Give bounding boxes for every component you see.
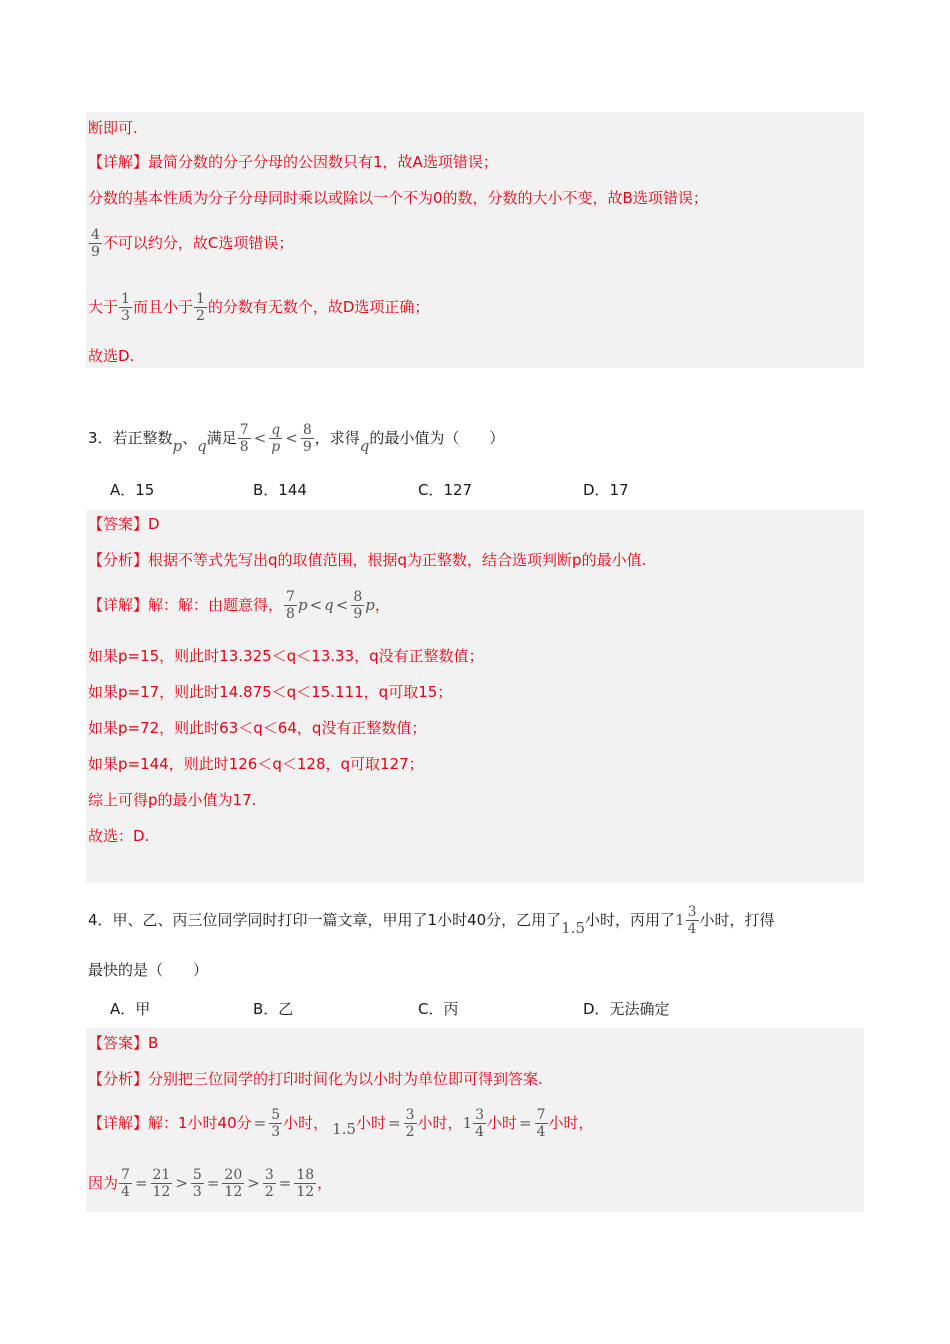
q4-option-a[interactable]: A．甲 bbox=[110, 1000, 151, 1018]
q3-conclusion: 故选：D. bbox=[88, 827, 150, 845]
detail-line-4: 大于 $\frac{1}{3}$ 而且小于 $\frac{1}{2}$ 的分数有无数个，故D选项正确； bbox=[88, 291, 430, 324]
detail-text: 最简分数的分子分母的公因数只有1，故A选项错误； bbox=[148, 153, 498, 171]
detail-conclusion: 故选D. bbox=[88, 347, 135, 365]
q3-case-1: 如果p=15，则此时13.325＜q＜13.33，q没有正整数值； bbox=[88, 647, 484, 665]
fraction-18-12: $\frac{18}{12}$ bbox=[296, 1167, 315, 1200]
q4-option-b[interactable]: B．乙 bbox=[253, 1000, 294, 1018]
fraction-3-4: $\frac{3}{4}$ bbox=[687, 904, 697, 937]
q4-answer: 【答案】B bbox=[88, 1034, 159, 1052]
fraction-8-9: $\frac{8}{9}$ bbox=[302, 422, 312, 455]
fraction-8-9: $\frac{8}{9}$ bbox=[353, 589, 363, 622]
fraction-3-2: $\frac{3}{2}$ bbox=[405, 1107, 415, 1140]
fraction-1-2: $\frac{1}{2}$ bbox=[195, 291, 205, 324]
q4-analysis: 【分析】分别把三位同学的打印时间化为以小时为单位即可得到答案. bbox=[88, 1070, 543, 1088]
question-4-stem: 4．甲、乙、丙三位同学同时打印一篇文章，甲用了1小时40分，乙用了1.5小时，丙用了1 $\frac{3}{4}$ 小时，打得 bbox=[88, 904, 775, 937]
continuation-text: 断即可. bbox=[88, 119, 138, 137]
fraction-7-8: $\frac{7}{8}$ bbox=[239, 422, 249, 455]
q4-option-c[interactable]: C．丙 bbox=[418, 1000, 459, 1018]
detail-line-1 bbox=[88, 152, 498, 172]
fraction-4-9: $\frac{4}{9}$ bbox=[91, 227, 100, 260]
q3-option-b[interactable]: B．144 bbox=[253, 481, 307, 499]
q3-case-2: 如果p=17，则此时14.875＜q＜15.111，q可取15； bbox=[88, 683, 453, 701]
fraction-21-12: $\frac{21}{12}$ bbox=[152, 1167, 171, 1200]
question-3-stem: 3．若正整数p、q满足 $\frac{7}{8}$ < $\frac{q}{p}$ < $\frac{8}{9}$ ，求得q的最小值为（ ） bbox=[88, 422, 505, 455]
q4-comparison: 因为 $\frac{7}{4}$ = $\frac{21}{12}$ > $\frac{5}{3}$ = $\frac{20}{12}$ > $\frac{3}{2}$ = $\frac{18}{12}$ ， bbox=[88, 1167, 333, 1200]
fraction-q-p: $\frac{q}{p}$ bbox=[271, 422, 281, 455]
q3-analysis: 【分析】根据不等式先写出q的取值范围，根据q为正整数，结合选项判断p的最小值. bbox=[88, 551, 647, 569]
q4-detail: 【详解】解：1小时40分 = $\frac{5}{3}$ 小时， 1.5小时 = $\frac{3}{2}$ 小时，1 $\frac{3}{4}$ 小时 = $\frac{7}{4}$ 小时， bbox=[88, 1107, 594, 1140]
fraction-1-3: $\frac{1}{3}$ bbox=[121, 291, 130, 324]
fraction-5-3: $\frac{5}{3}$ bbox=[192, 1167, 202, 1200]
q3-option-d[interactable]: D．17 bbox=[583, 481, 629, 499]
q3-summary: 综上可得p的最小值为17. bbox=[88, 791, 257, 809]
detail-line-2: 分数的基本性质为分子分母同时乘以或除以一个不为0的数，分数的大小不变，故B选项错误； bbox=[88, 189, 708, 207]
fraction-7-4: $\frac{7}{4}$ bbox=[536, 1107, 546, 1140]
q3-case-3: 如果p=72，则此时63＜q＜64，q没有正整数值； bbox=[88, 719, 427, 737]
fraction-5-3: $\frac{5}{3}$ bbox=[271, 1107, 281, 1140]
fraction-7-8: $\frac{7}{8}$ bbox=[286, 589, 295, 622]
detail-line-3: $\frac{4}{9}$ 不可以约分，故C选项错误； bbox=[91, 227, 294, 260]
q3-option-c[interactable]: C．127 bbox=[418, 481, 473, 499]
fraction-20-12: $\frac{20}{12}$ bbox=[224, 1167, 243, 1200]
q3-option-a[interactable]: A．15 bbox=[110, 481, 155, 499]
q3-case-4: 如果p=144，则此时126＜q＜128，q可取127； bbox=[88, 755, 424, 773]
q3-answer: 【答案】D bbox=[88, 515, 160, 533]
detail-tag: 【详解】 bbox=[88, 153, 149, 171]
fraction-3-2: $\frac{3}{2}$ bbox=[264, 1167, 274, 1200]
q4-option-d[interactable]: D．无法确定 bbox=[583, 1000, 670, 1018]
fraction-3-4: $\frac{3}{4}$ bbox=[475, 1107, 485, 1140]
fraction-7-4: $\frac{7}{4}$ bbox=[121, 1167, 130, 1200]
q3-detail: 【详解】解：解：由题意得， $\frac{7}{8}$ p < q < $\frac{8}{9}$ p， bbox=[88, 589, 390, 622]
question-4-stem-cont: 最快的是（ ） bbox=[88, 961, 209, 979]
